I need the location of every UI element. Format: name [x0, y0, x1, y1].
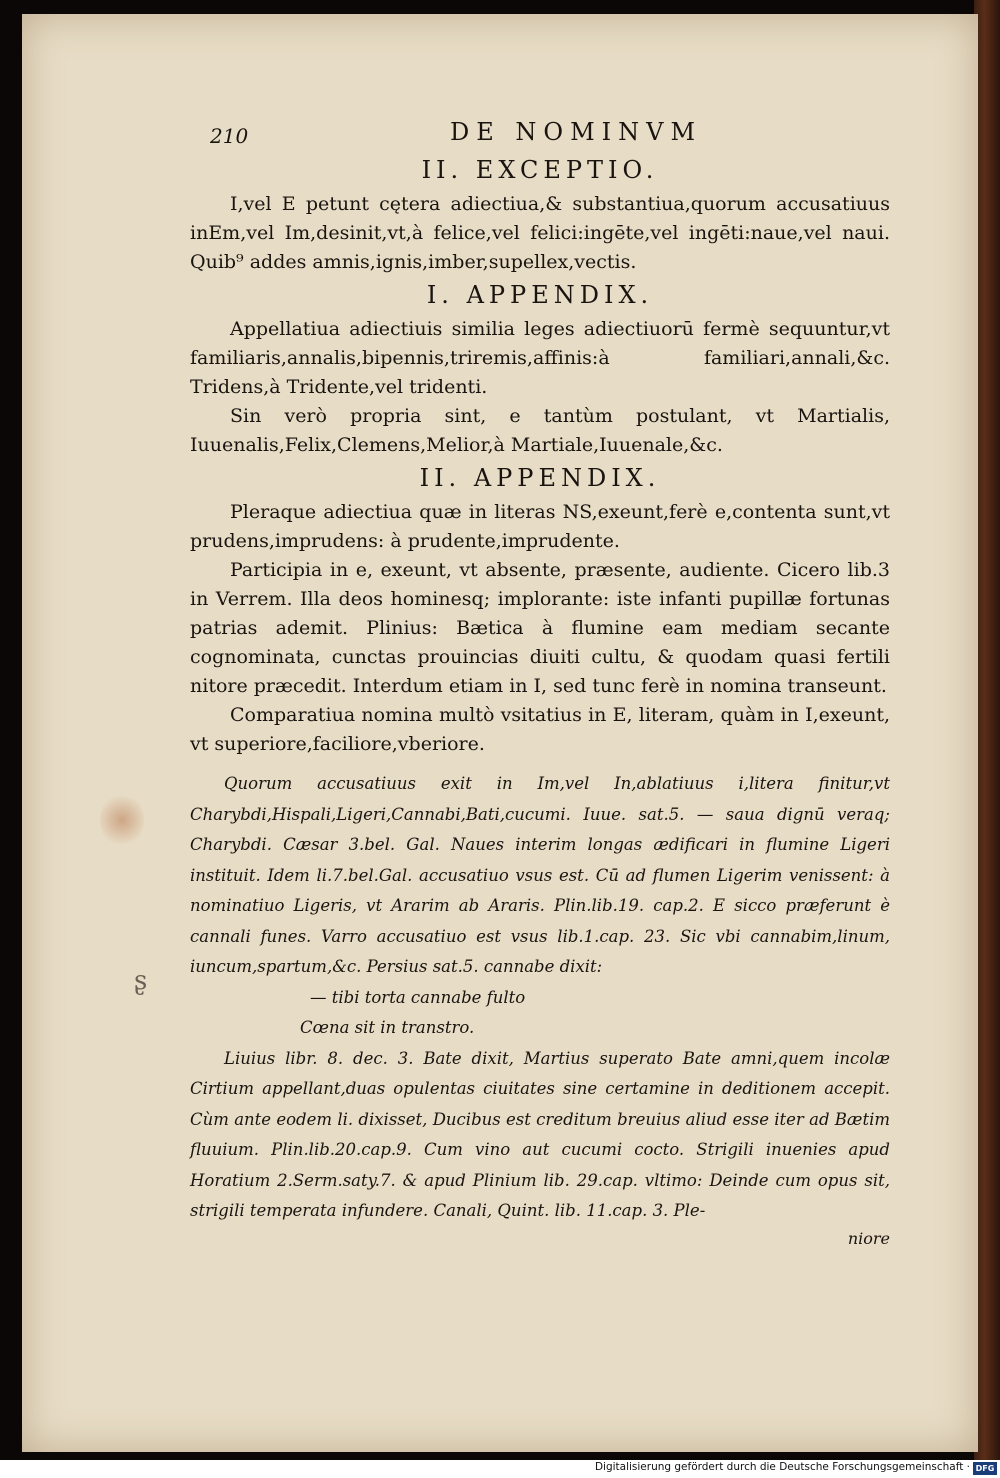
- note-paragraph-1: Quorum accusatiuus exit in Im,vel In,ablatiuus i,litera finitur,vt Charybdi,Hispali,Ligeri,Cannabi,Bati,cucumi. Iuue. sat.5. — saua dignū veraq; Charybdi. Cæsar 3.bel. Gal. Naues interim longas ædificari in flumine Ligeri instituit. Idem li.7.bel.Gal. accusatiuo vsus est. Cū ad flumen Ligerim venissent: à nominatiuo Ligeris, vt Ararim ab Araris. Plin.lib.19. cap.2. E sicco præferunt è cannali funes. Varro accusatiuo est vsus lib.1.cap. 23. Sic vbi cannabim,linum, iuncum,spartum,&c. Persius sat.5. cannabe dixit:: [190, 774, 890, 976]
- appendix-1-paragraph-2: Sin verò propria sint, e tantùm postulant, vt Martialis, Iuuenalis,Felix,Clemens,Melior,à Martiale,Iuuenale,&c.: [190, 405, 890, 456]
- section-gap: [190, 759, 890, 769]
- note-paragraph-2: Liuius libr. 8. dec. 3. Bate dixit, Martius superato Bate amni,quem incolæ Cirtium appellant,duas opulentas ciuitates sine certamine in deditionem accepit. Cùm ante eodem li. dixisset, Ducibus est creditum breuius aliud esse iter ad Bætim fluuium. Plin.lib.20.cap.9. Cum vino aut cucumi cocto. Strigili inuenies apud Horatium 2.Serm.saty.7. & apud Plinium lib. 29.cap. vltimo: Deinde cum opus sit, strigili temperata infundere. Canali, Quint. lib. 11.cap. 3. Ple-: [190, 1048, 890, 1220]
- appendix-2-paragraph-2: Participia in e, exeunt, vt absente, præsente, audiente. Cicero lib.3 in Verrem. Illa deos hominesq; implorante: iste infanti pupillæ fortunas patrias ademit. Plinius: Bætica à flumine eam mediam secante cognominata, cunctas prouincias diuiti cultu, & quodam quasi fertili nitore præcedit. Interdum etiam in I, sed tunc ferè in nomina transeunt.: [190, 559, 890, 697]
- water-stain: [100, 792, 144, 848]
- page-number: 210: [210, 124, 249, 148]
- section-heading-appendix-2: II. APPENDIX.: [419, 464, 661, 492]
- verse-line-2: Cœna sit in transtro.: [300, 1018, 475, 1037]
- marginal-mark: ʂ: [134, 966, 148, 996]
- verse-line-1: — tibi torta cannabe fulto: [310, 987, 526, 1007]
- dfg-logo: DFG: [973, 1462, 997, 1475]
- exceptio-paragraph: I,vel E petunt cętera adiectiua,& substantiua,quorum accusatiuus inEm,vel Im,desinit,vt,à felice,vel felici:ingēte,vel ingēti:naue,vel naui. Quib⁹ addes amnis,ignis,imber,supellex,vectis.: [190, 193, 890, 273]
- page-text: [190, 118, 890, 1248]
- appendix-2-paragraph-1: Pleraque adiectiua quæ in literas NS,exeunt,ferè e,contenta sunt,vt prudens,imprudens: à prudente,imprudente.: [190, 501, 890, 552]
- running-title: DE NOMINVM: [450, 118, 703, 146]
- catchword: niore: [847, 1228, 890, 1248]
- footer-bar: [0, 1460, 1000, 1478]
- page-header: [190, 118, 890, 152]
- section-heading-exceptio: II. EXCEPTIO.: [421, 156, 659, 184]
- section-heading-appendix-1: I. APPENDIX.: [426, 281, 654, 309]
- funding-credit: Digitalisierung gefördert durch die Deutsche Forschungsgemeinschaft ·: [594, 1461, 970, 1473]
- appendix-1-paragraph-1: Appellatiua adiectiuis similia leges adiectiuorū fermè sequuntur,vt familiaris,annalis,bipennis,triremis,affinis:à familiari,annali,&c. Tridens,à Tridente,vel tridenti.: [190, 318, 890, 398]
- appendix-2-paragraph-3: Comparatiua nomina multò vsitatius in E, literam, quàm in I,exeunt, vt superiore,faciliore,vberiore.: [190, 704, 890, 755]
